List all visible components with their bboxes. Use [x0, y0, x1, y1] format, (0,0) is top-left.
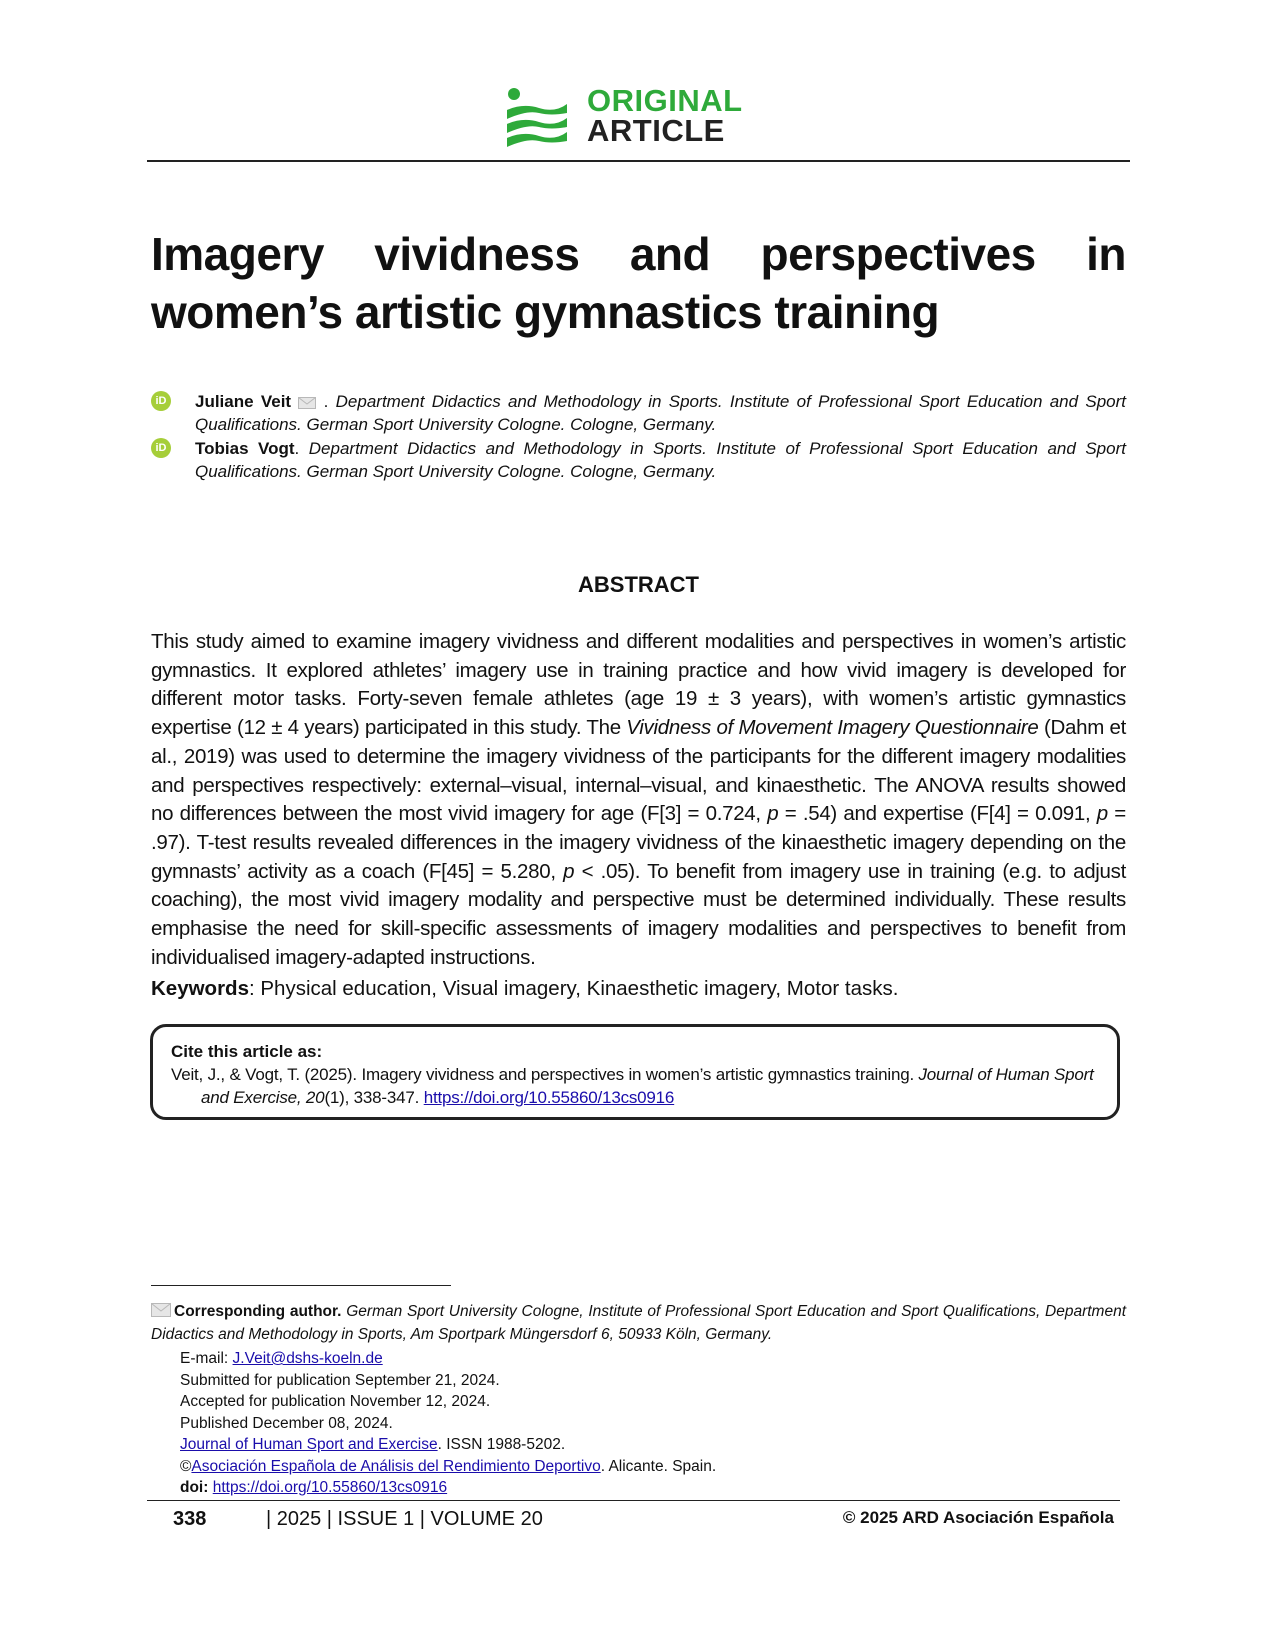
submitted-date: Submitted for publication September 21, 2024.	[180, 1371, 500, 1389]
doi-label: doi:	[180, 1479, 209, 1496]
email-label: E-mail:	[180, 1350, 233, 1367]
instrument-name: Vividness of Movement Imagery Questionnaire	[626, 716, 1039, 740]
abstract-part: = .54) and expertise (F[4] = 0.091,	[778, 802, 1097, 826]
envelope-icon	[151, 1303, 171, 1317]
citation-part: (1), 338-347.	[324, 1088, 424, 1107]
abstract-part: = .97). T-test results revealed differences in the imagery vividness of the kinaesthetic imagery depending on the gymnasts’ activity as a coach (F[45] = 5.280,	[151, 802, 1126, 883]
page-number: 338	[173, 1508, 207, 1530]
logo-line-original: ORIGINAL	[587, 83, 743, 118]
doi-line	[180, 1477, 880, 1499]
corresponding-author	[151, 1300, 1126, 1346]
citation-journal: Journal of Human Sport and Exercise, 20	[201, 1065, 1094, 1107]
author-name: Tobias Vogt	[195, 439, 295, 458]
abstract-part: < .05). To benefit from imagery use in training (e.g. to adjust coaching), the most vivid imagery modality and perspective must be determined individually. These results emphasise the need for skill-specific assessments of imagery modalities and perspectives to benefit from individualised imagery-adapted instructions.	[151, 859, 1127, 969]
orcid-icon[interactable]: iD	[151, 391, 171, 411]
footnote-rule	[151, 1285, 451, 1286]
journal-line	[180, 1434, 880, 1456]
orcid-icon[interactable]: iD	[151, 438, 171, 458]
copyright-symbol: ©	[180, 1457, 192, 1475]
citation-heading: Cite this article as:	[171, 1042, 323, 1061]
author-entry	[151, 390, 1126, 436]
issn: . ISSN 1988-5202.	[437, 1436, 566, 1453]
doi-link[interactable]: https://doi.org/10.55860/13cs0916	[212, 1479, 448, 1496]
author-affiliation: Department Didactics and Methodology in Sports. Institute of Professional Sport Education and Sport Qualifications. German Sport University Cologne. Cologne, Germany.	[195, 392, 1126, 434]
abstract-part: This study aimed to examine imagery vividness and different modalities and perspectives in women’s artistic gymnastics. It explored athletes’ imagery use in training practice and how vivid imagery is developed for different motor tasks. Forty-seven female athletes (age 19 ± 3 years), with women’s artistic gymnastics expertise (12 ± 4 years) participated in this study. The	[151, 630, 1126, 740]
abstract-heading: ABSTRACT	[578, 572, 699, 597]
p-symbol: p	[767, 802, 779, 826]
abstract-part: (Dahm et al., 2019) was used to determine the imagery vividness of the participants for the different imagery modalities and perspectives respectively: external–visual, internal–visual, and kinaesthetic. The ANOVA results showed no differences between the most vivid imagery for age (F[3] = 0.724,	[151, 716, 1126, 826]
journal-link[interactable]: Journal of Human Sport and Exercise	[180, 1436, 438, 1453]
envelope-icon[interactable]	[298, 397, 316, 409]
author-entry	[151, 437, 1126, 483]
logo-line-article: ARTICLE	[587, 113, 725, 148]
author-separator: .	[323, 392, 336, 411]
footer-copyright: © 2025 ARD Asociación Española	[842, 1508, 1114, 1527]
publisher-link[interactable]: Asociación Española de Análisis del Rendimiento Deportivo	[191, 1457, 601, 1475]
article-title: Imagery vividness and perspectives in women’s artistic gymnastics training	[151, 228, 1126, 338]
published-date: Published December 08, 2024.	[180, 1414, 393, 1432]
author-name: Juliane Veit	[195, 392, 292, 411]
author-affiliation: Department Didactics and Methodology in Sports. Institute of Professional Sport Education and Sport Qualifications. German Sport University Cologne. Cologne, Germany.	[195, 439, 1126, 481]
p-symbol: p	[563, 859, 575, 883]
accepted-date: Accepted for publication November 12, 2024.	[180, 1393, 491, 1410]
citation-doi-link[interactable]: https://doi.org/10.55860/13cs0916	[423, 1088, 675, 1107]
citation-box	[150, 1024, 1120, 1120]
keywords	[151, 975, 1126, 1003]
keywords-label: Keywords	[151, 977, 249, 1000]
keywords-list: : Physical education, Visual imagery, Kinaesthetic imagery, Motor tasks.	[248, 977, 899, 1000]
header-rule	[147, 160, 1130, 162]
author-list	[151, 390, 1126, 484]
journal-logo	[505, 83, 795, 148]
email-line	[180, 1348, 880, 1370]
citation-part: Veit, J., & Vogt, T. (2025). Imagery vividness and perspectives in women’s artistic gymnastics training.	[171, 1065, 919, 1084]
citation-text	[171, 1063, 1099, 1109]
issue-info: | 2025 | ISSUE 1 | VOLUME 20	[266, 1508, 543, 1530]
page-footer	[151, 1508, 1126, 1538]
publisher-line	[180, 1456, 880, 1478]
corresponding-label: Corresponding author.	[174, 1303, 342, 1320]
abstract-text	[151, 628, 1126, 972]
p-symbol: p	[1096, 802, 1108, 826]
logo-text	[587, 83, 743, 148]
publisher-location: . Alicante. Spain.	[600, 1457, 717, 1475]
corresponding-address: German Sport University Cologne, Institute of Professional Sport Education and Sport Qualifications, Department Didactics and Methodology in Sports, Am Sportpark Müngersdorf 6, 50933 Köln, Germany.	[151, 1303, 1126, 1343]
author-separator: .	[294, 439, 309, 458]
email-link[interactable]: J.Veit@dshs-koeln.de	[232, 1350, 383, 1367]
publication-meta	[180, 1348, 880, 1499]
footer-rule	[147, 1500, 1120, 1501]
stripes-logo-icon	[505, 86, 567, 148]
